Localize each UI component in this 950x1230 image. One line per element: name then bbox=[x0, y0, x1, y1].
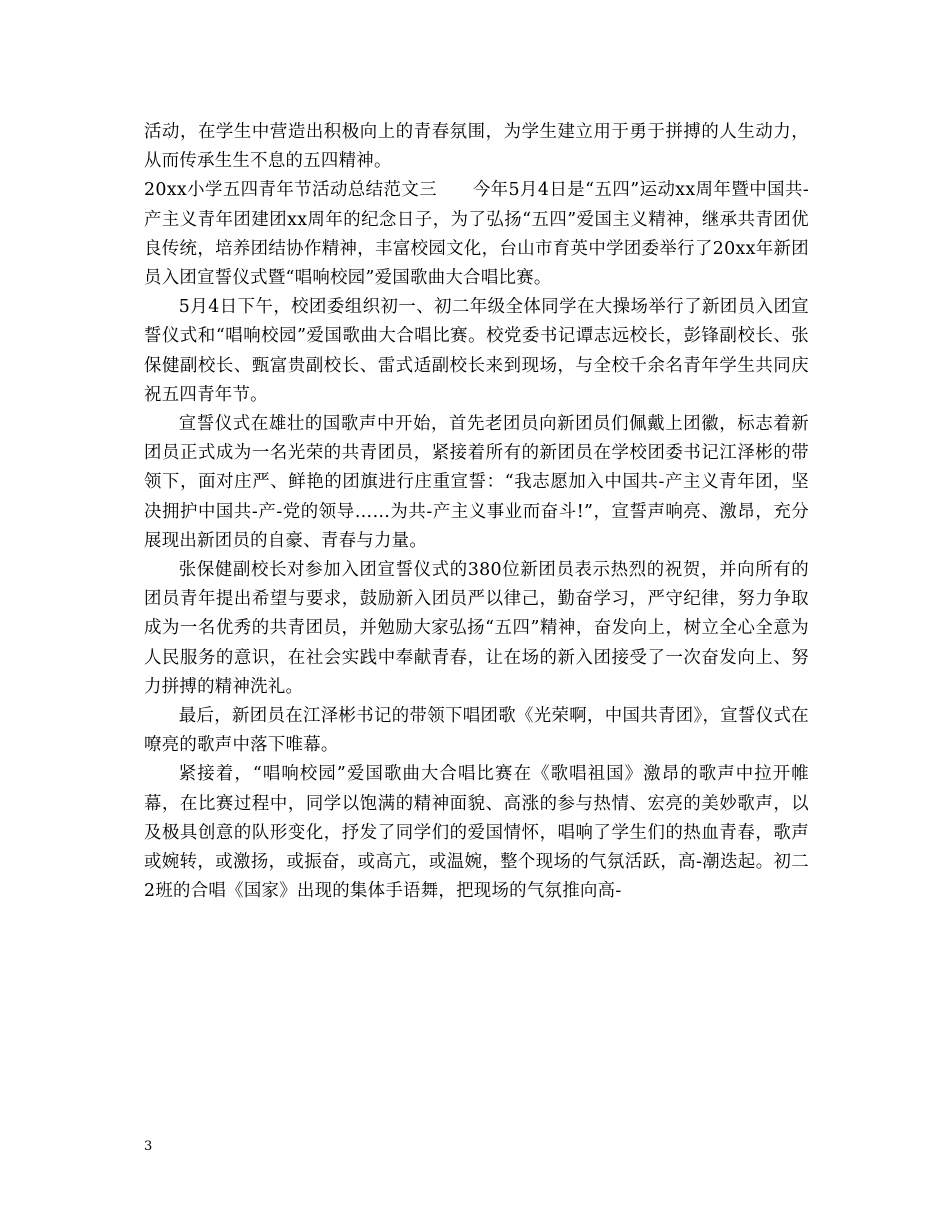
paragraph-5: 张保健副校长对参加入团宣誓仪式的380位新团员表示热烈的祝贺，并向所有的团员青年提出希望与要求，鼓励新入团员严以律己，勤奋学习，严守纪律，努力争取成为一名优秀的共青团员，并勉励大家弘扬“五四”精神，奋发向上，树立全心全意为人民服务的意识，在社会实践中奉献青春，让在场的新入团接受了一次奋发向上、努力拼搏的精神洗礼。 bbox=[144, 560, 809, 697]
document-body bbox=[144, 118, 809, 906]
paragraph-6: 最后，新团员在江泽彬书记的带领下唱团歌《光荣啊，中国共青团》，宣誓仪式在嘹亮的歌声中落下唯幕。 bbox=[144, 706, 809, 756]
paragraph-2: 20xx小学五四青年节活动总结范文三 今年5月4日是“五四”运动xx周年暨中国共-产主义青年团建团xx周年的纪念日子，为了弘扬“五四”爱国主义精神，继承共青团优良传统，培养团结协作精神，丰富校园文化，台山市育英中学团委举行了20xx年新团员入团宣誓仪式暨“唱响校园”爱国歌曲大合唱比赛。 bbox=[144, 180, 809, 289]
paragraph-1: 活动，在学生中营造出积极向上的青春氛围，为学生建立用于勇于拼搏的人生动力，从而传承生生不息的五四精神。 bbox=[144, 122, 809, 172]
paragraph-4: 宣誓仪式在雄壮的国歌声中开始，首先老团员向新团员们佩戴上团徽，标志着新团员正式成为一名光荣的共青团员，紧接着所有的新团员在学校团委书记江泽彬的带领下，面对庄严、鲜艳的团旗进行庄重宣誓：“我志愿加入中国共-产主义青年团，坚决拥护中国共-产-党的领导……为共-产主义事业而奋斗!”，宣誓声响亮、激昂，充分展现出新团员的自豪、青春与力量。 bbox=[144, 414, 809, 551]
paragraph-7: 紧接着，“唱响校园”爱国歌曲大合唱比赛在《歌唱祖国》激昂的歌声中拉开帷幕，在比赛过程中，同学以饱满的精神面貌、高涨的参与热情、宏亮的美妙歌声，以及极具创意的队形变化，抒发了同学们的爱国情怀，唱响了学生们的热血青春，歌声或婉转，或激扬，或振奋，或高亢，或温婉，整个现场的气氛活跃，高-潮迭起。初二2班的合唱《国家》出现的集体手语舞，把现场的气氛推向高- bbox=[144, 764, 809, 902]
page-number: 3 bbox=[144, 1139, 153, 1154]
paragraph-3: 5月4日下午，校团委组织初一、初二年级全体同学在大操场举行了新团员入团宣誓仪式和“唱响校园”爱国歌曲大合唱比赛。校党委书记谭志远校长，彭锋副校长、张保健副校长、甄富贵副校长、雷式适副校长来到现场，与全校千余名青年学生共同庆祝五四青年节。 bbox=[144, 297, 809, 405]
